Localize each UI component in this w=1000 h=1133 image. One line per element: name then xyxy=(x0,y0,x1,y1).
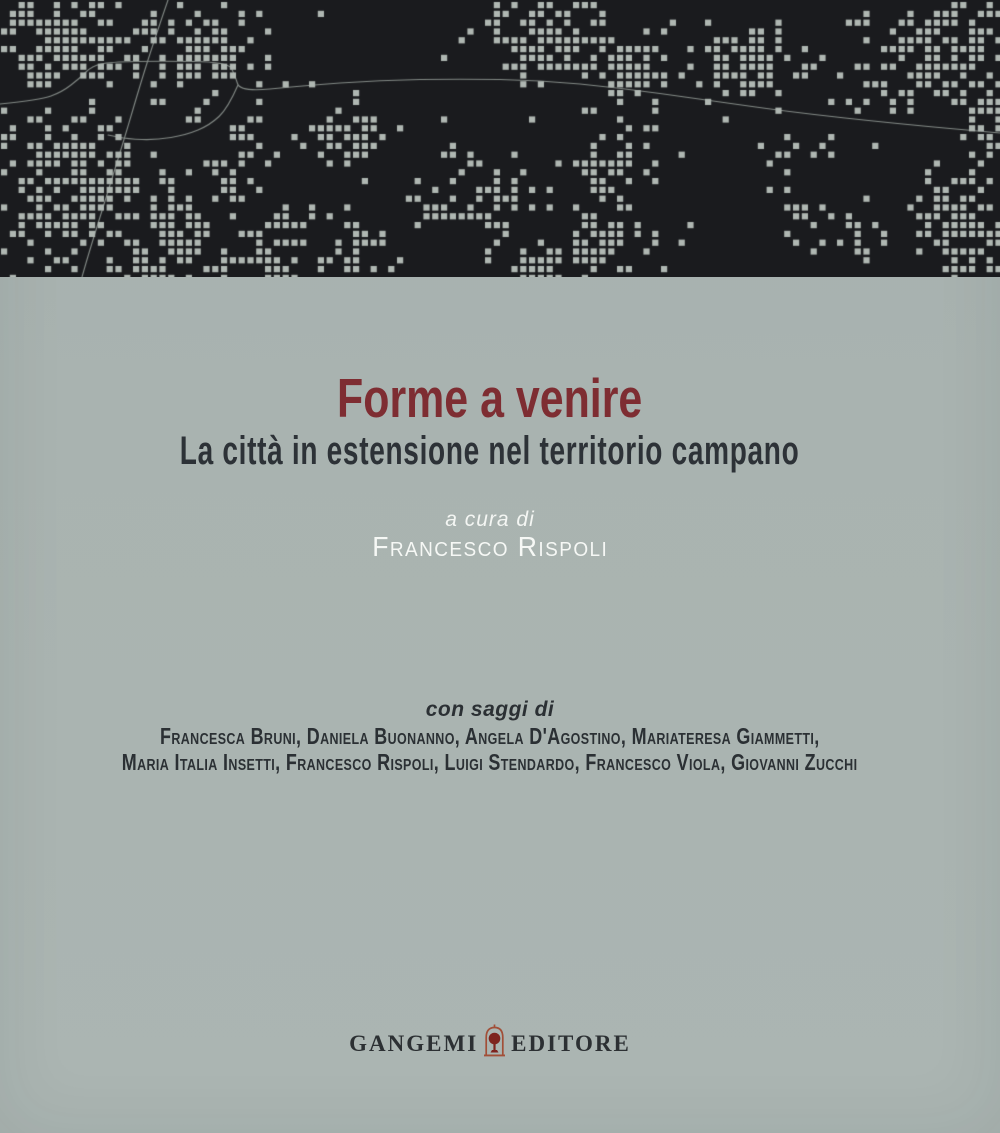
book-title-text: Forme a venire xyxy=(337,367,643,429)
essayists-line-2-text: Maria Italia Insetti, Francesco Rispoli, Luigi Stendardo, Francesco Viola, Giovanni Zucchi xyxy=(122,749,858,775)
essayists-line-1-text: Francesca Bruni, Daniela Buonanno, Angela D'Agostino, Mariateresa Giammetti, xyxy=(160,723,820,749)
essayists-line-1 xyxy=(0,723,980,750)
urban-figure-ground-map xyxy=(0,0,1000,277)
essayists-line-2 xyxy=(0,749,980,776)
publisher-line xyxy=(0,1024,980,1063)
publisher-tree-arch-logo-icon xyxy=(483,1024,506,1063)
editor-name-text: Francesco Rispoli xyxy=(371,531,609,562)
publisher-name-right: EDITORE xyxy=(511,1030,631,1056)
book-title xyxy=(0,366,980,430)
book-subtitle-text: La città in estensione nel territorio campano xyxy=(180,429,800,473)
publisher-name-left: GANGEMI xyxy=(349,1030,479,1056)
book-subtitle xyxy=(0,429,980,474)
essays-label: con saggi di xyxy=(425,698,555,721)
edited-by-label: a cura di xyxy=(445,508,535,531)
editor-name xyxy=(0,531,980,563)
